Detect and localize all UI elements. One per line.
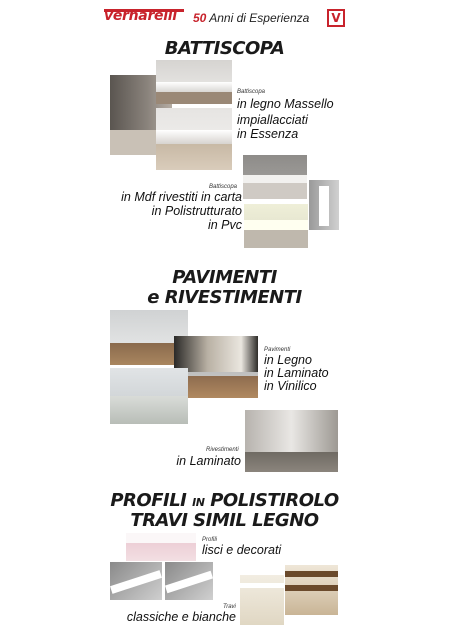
cornice-photo-pink [126,533,196,561]
skirting-closeup-photo-1 [156,60,232,104]
battiscopa-line-6: in Pvc [207,218,242,232]
profili-title-1: PROFILI IN POLISTIROLO [110,490,339,511]
skirting-profile-photo [309,180,339,230]
skirting-photo-3 [243,155,307,199]
battiscopa-line-5: in Polistrutturato [151,204,242,218]
floor-white-photo [110,368,188,424]
battiscopa-line-3: in Essenza [237,127,299,141]
battiscopa-line-1: in legno Massello [237,97,334,111]
profili-line-1: lisci e decorati [202,543,282,557]
profili-title-2: TRAVI SIMIL LEGNO [130,510,319,531]
pavimenti-title-2: e RIVESTIMENTI [147,287,302,308]
v-logo-icon: V [327,9,345,27]
beam-photo-1 [285,565,338,615]
pavimenti-line-3: in Vinilico [264,379,317,393]
battiscopa-small-2: Battiscopa [209,184,238,190]
pavimenti-line-2: in Laminato [264,366,329,380]
travi-small: Travi [223,604,236,610]
pavimenti-line-1: in Legno [264,353,312,367]
travi-line-1: classiche e bianche [126,610,236,624]
brand-logo: vernarelli [104,8,177,24]
skirting-closeup-photo-2 [156,108,232,170]
rivestimenti-small: Rivestimenti [206,447,239,453]
battiscopa-line-4: in Mdf rivestiti in carta [121,190,242,204]
pavimenti-title-1: PAVIMENTI [172,267,277,288]
pavimenti-small-1: Pavimenti [264,347,291,353]
beam-photo-2 [240,575,284,625]
profili-small: Profili [202,537,218,543]
rivestimenti-line-1: in Laminato [176,454,241,468]
tagline-number: 50 [193,11,207,25]
battiscopa-small-1: Battiscopa [237,89,266,95]
tagline-text: Anni di Esperienza [209,11,310,25]
skirting-photo-4 [244,204,308,248]
tagline [193,11,309,25]
battiscopa-line-2: impiallacciati [237,113,308,127]
wall-laminate-photo [245,410,338,472]
cornice-profile-photo-1 [110,562,162,600]
battiscopa-title: BATTISCOPA [164,38,285,59]
cornice-profile-photo-2 [165,562,213,600]
